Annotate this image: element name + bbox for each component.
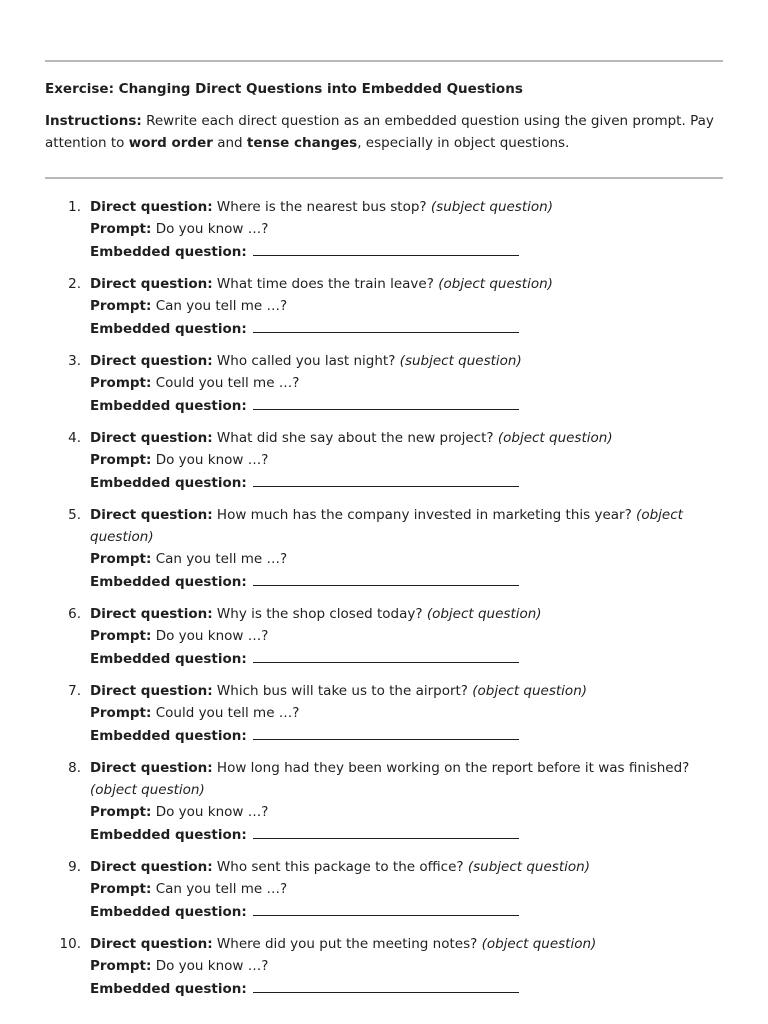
instructions-word-order: word order xyxy=(128,135,213,151)
embedded-question-label: Embedded question: xyxy=(90,244,247,260)
answer-blank[interactable] xyxy=(253,647,519,663)
question-item xyxy=(45,504,723,593)
instructions-paragraph xyxy=(45,110,723,154)
embedded-question-line xyxy=(90,317,723,340)
direct-question-label: Direct question: xyxy=(90,276,213,292)
prompt-text: Do you know …? xyxy=(151,452,269,468)
direct-question-label: Direct question: xyxy=(90,859,213,875)
direct-question-text: Which bus will take us to the airport? xyxy=(212,683,473,699)
question-item xyxy=(45,273,723,340)
prompt-label: Prompt: xyxy=(90,628,152,644)
prompt-label: Prompt: xyxy=(90,881,152,897)
question-list xyxy=(45,196,723,1000)
embedded-question-line xyxy=(90,240,723,263)
direct-question-line xyxy=(90,427,723,449)
embedded-question-line xyxy=(90,823,723,846)
question-number: 4. xyxy=(68,430,81,446)
direct-question-line xyxy=(90,196,723,218)
prompt-line xyxy=(90,702,723,724)
direct-question-text: How long had they been working on the report before it was finished? xyxy=(212,760,690,776)
direct-question-text: Why is the shop closed today? xyxy=(212,606,427,622)
embedded-question-label: Embedded question: xyxy=(90,728,247,744)
answer-blank[interactable] xyxy=(253,900,519,916)
embedded-question-line xyxy=(90,394,723,417)
direct-question-line xyxy=(90,273,723,295)
prompt-line xyxy=(90,449,723,471)
instructions-text-1: Rewrite each direct question as an embedded question using the given prompt. Pay attention to xyxy=(45,113,714,151)
prompt-label: Prompt: xyxy=(90,958,152,974)
question-item xyxy=(45,933,723,1000)
direct-question-text: Where is the nearest bus stop? xyxy=(212,199,431,215)
question-number: 5. xyxy=(68,507,81,523)
prompt-text: Could you tell me …? xyxy=(151,705,300,721)
instructions-text-3: , especially in object questions. xyxy=(357,135,570,151)
answer-blank[interactable] xyxy=(253,394,519,410)
prompt-label: Prompt: xyxy=(90,298,152,314)
direct-question-line xyxy=(90,680,723,702)
embedded-question-line xyxy=(90,647,723,670)
answer-blank[interactable] xyxy=(253,724,519,740)
question-number: 1. xyxy=(68,199,81,215)
prompt-text: Do you know …? xyxy=(151,221,269,237)
prompt-line xyxy=(90,218,723,240)
direct-question-text: What did she say about the new project? xyxy=(212,430,498,446)
question-item xyxy=(45,757,723,846)
direct-question-text: Who sent this package to the office? xyxy=(212,859,468,875)
prompt-label: Prompt: xyxy=(90,705,152,721)
direct-question-text: Who called you last night? xyxy=(212,353,400,369)
answer-blank[interactable] xyxy=(253,240,519,256)
instructions-label: Instructions: xyxy=(45,113,142,129)
direct-question-label: Direct question: xyxy=(90,683,213,699)
question-number: 3. xyxy=(68,353,81,369)
embedded-question-line xyxy=(90,570,723,593)
question-number: 7. xyxy=(68,683,81,699)
prompt-line xyxy=(90,801,723,823)
question-number: 2. xyxy=(68,276,81,292)
prompt-text: Do you know …? xyxy=(151,804,269,820)
prompt-text: Could you tell me …? xyxy=(151,375,300,391)
embedded-question-label: Embedded question: xyxy=(90,398,247,414)
direct-question-label: Direct question: xyxy=(90,353,213,369)
direct-question-text: Where did you put the meeting notes? xyxy=(212,936,482,952)
question-number: 10. xyxy=(59,936,81,952)
question-type: (subject question) xyxy=(399,353,522,369)
prompt-text: Can you tell me …? xyxy=(151,298,288,314)
direct-question-text: How much has the company invested in marketing this year? xyxy=(212,507,637,523)
prompt-text: Do you know …? xyxy=(151,628,269,644)
direct-question-label: Direct question: xyxy=(90,430,213,446)
direct-question-label: Direct question: xyxy=(90,199,213,215)
prompt-line xyxy=(90,625,723,647)
question-number: 9. xyxy=(68,859,81,875)
question-type: (object question) xyxy=(481,936,597,952)
answer-blank[interactable] xyxy=(253,471,519,487)
prompt-label: Prompt: xyxy=(90,375,152,391)
question-item xyxy=(45,427,723,494)
question-type: (object question) xyxy=(497,430,613,446)
direct-question-line xyxy=(90,603,723,625)
direct-question-label: Direct question: xyxy=(90,760,213,776)
question-type: (subject question) xyxy=(467,859,590,875)
embedded-question-label: Embedded question: xyxy=(90,651,247,667)
prompt-text: Do you know …? xyxy=(151,958,269,974)
embedded-question-label: Embedded question: xyxy=(90,827,247,843)
direct-question-line xyxy=(90,350,723,372)
instructions-text-2: and xyxy=(212,135,247,151)
question-type: (object question) xyxy=(90,782,205,798)
prompt-label: Prompt: xyxy=(90,551,152,567)
question-item xyxy=(45,603,723,670)
prompt-label: Prompt: xyxy=(90,221,152,237)
question-number: 6. xyxy=(68,606,81,622)
question-item xyxy=(45,680,723,747)
embedded-question-label: Embedded question: xyxy=(90,475,247,491)
prompt-line xyxy=(90,878,723,900)
embedded-question-line xyxy=(90,724,723,747)
embedded-question-line xyxy=(90,900,723,923)
answer-blank[interactable] xyxy=(253,317,519,333)
answer-blank[interactable] xyxy=(253,570,519,586)
prompt-label: Prompt: xyxy=(90,804,152,820)
direct-question-line xyxy=(90,933,723,955)
question-type: (object question) xyxy=(438,276,553,292)
question-item xyxy=(45,350,723,417)
embedded-question-label: Embedded question: xyxy=(90,904,247,920)
embedded-question-line xyxy=(90,977,723,1000)
embedded-question-label: Embedded question: xyxy=(90,981,247,997)
direct-question-line xyxy=(90,856,723,878)
page-title: Exercise: Changing Direct Questions into Embedded Questions xyxy=(45,81,523,97)
answer-blank[interactable] xyxy=(253,977,519,993)
question-item xyxy=(45,856,723,923)
prompt-label: Prompt: xyxy=(90,452,152,468)
prompt-line xyxy=(90,548,723,570)
prompt-line xyxy=(90,295,723,317)
direct-question-label: Direct question: xyxy=(90,936,213,952)
worksheet-page xyxy=(45,0,723,1010)
question-type: (object question) xyxy=(90,507,683,545)
prompt-line xyxy=(90,372,723,394)
top-divider xyxy=(45,60,723,62)
direct-question-label: Direct question: xyxy=(90,507,213,523)
question-type: (subject question) xyxy=(430,199,553,215)
direct-question-text: What time does the train leave? xyxy=(212,276,439,292)
direct-question-line xyxy=(90,757,723,801)
question-item xyxy=(45,196,723,263)
section-divider xyxy=(45,177,723,179)
question-type: (object question) xyxy=(472,683,588,699)
direct-question-line xyxy=(90,504,723,548)
prompt-text: Can you tell me …? xyxy=(151,881,288,897)
embedded-question-line xyxy=(90,471,723,494)
question-type: (object question) xyxy=(426,606,542,622)
answer-blank[interactable] xyxy=(253,823,519,839)
instructions-tense-changes: tense changes xyxy=(246,135,358,151)
embedded-question-label: Embedded question: xyxy=(90,321,247,337)
question-number: 8. xyxy=(68,760,81,776)
embedded-question-label: Embedded question: xyxy=(90,574,247,590)
direct-question-label: Direct question: xyxy=(90,606,213,622)
prompt-line xyxy=(90,955,723,977)
prompt-text: Can you tell me …? xyxy=(151,551,288,567)
